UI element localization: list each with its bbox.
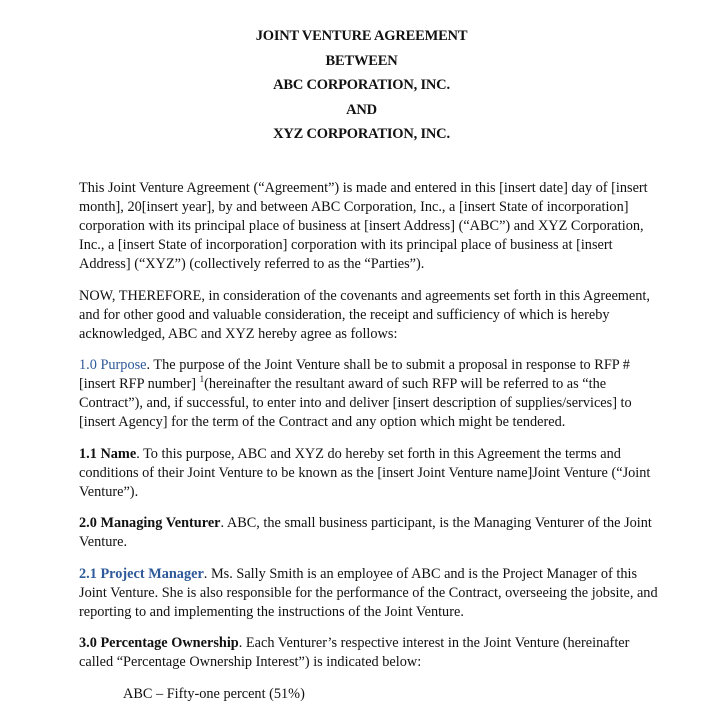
managing-venturer-section [79,514,659,552]
footnote-marker[interactable]: 1 [199,374,205,385]
purpose-heading-link[interactable]: 1.0 Purpose [79,357,147,373]
name-text: . To this purpose, ABC and XYZ do hereby set forth in this Agreement the terms and conditions of their Joint Venture to be known as the [insert Joint Venture name]Joint Venture (“Joint Venture”). [79,445,651,500]
title-line-5: XYZ CORPORATION, INC. [273,126,450,142]
project-manager-section [79,565,659,622]
document-title [0,24,723,147]
purpose-section [79,356,659,432]
document-body [79,179,659,716]
purpose-text-continued: (hereinafter the resultant award of such RFP will be referred to as “the Contract”), and, if successful, to enter into and deliver [insert description of supplies/services] to [insert Agency] for the term of the Contract and any option which might be tendered. [79,376,632,430]
title-line-1: JOINT VENTURE AGREEMENT [255,28,468,44]
project-manager-heading-link[interactable]: 2.1 Project Manager [79,565,204,582]
title-line-3: ABC CORPORATION, INC. [273,77,450,93]
whereas-paragraph: NOW, THEREFORE, in consideration of the covenants and agreements set forth in this Agreement, and for other good and valuable consideration, the receipt and sufficiency of which is hereby acknowledged, ABC and XYZ hereby agree as follows: [79,287,650,342]
ownership-item-abc: ABC – Fifty-one percent (51%) [123,685,305,702]
percentage-ownership-heading: 3.0 Percentage Ownership [79,635,239,651]
purpose-text: . The purpose of the Joint Venture shall be to submit a proposal in response to RFP # [insert RFP number] [79,357,630,392]
title-line-2: BETWEEN [325,52,398,69]
project-manager-text: . Ms. Sally Smith is an employee of ABC and is the Project Manager of this Joint Venture. She is also responsible for the performance of the Contract, overseeing the jobsite, and reporting to and implementing the instructions of the Joint Venture. [79,565,658,620]
percentage-ownership-text: . Each Venturer’s respective interest in the Joint Venture (hereinafter called “Percentage Ownership Interest”) is indicated below: [79,635,630,670]
managing-venturer-text: . ABC, the small business participant, is the Managing Venturer of the Joint Venture. [79,515,652,550]
title-line-4: AND [346,101,377,118]
name-section [79,445,659,502]
intro-paragraph: This Joint Venture Agreement (“Agreement”) is made and entered in this [insert date] day of [insert month], 20[insert year], by and between ABC Corporation, Inc., a [insert State of incorporation] corporation with its principal place of business at [insert Address] (“ABC”) and XYZ Corporation, Inc., a [insert State of incorporation] corporation with its principal place of business at [insert Address] (“XYZ”) (collectively referred to as the “Parties”). [79,180,648,272]
name-heading: 1.1 Name [79,445,137,462]
percentage-ownership-section [79,634,659,672]
managing-venturer-heading: 2.0 Managing Venturer [79,515,221,531]
